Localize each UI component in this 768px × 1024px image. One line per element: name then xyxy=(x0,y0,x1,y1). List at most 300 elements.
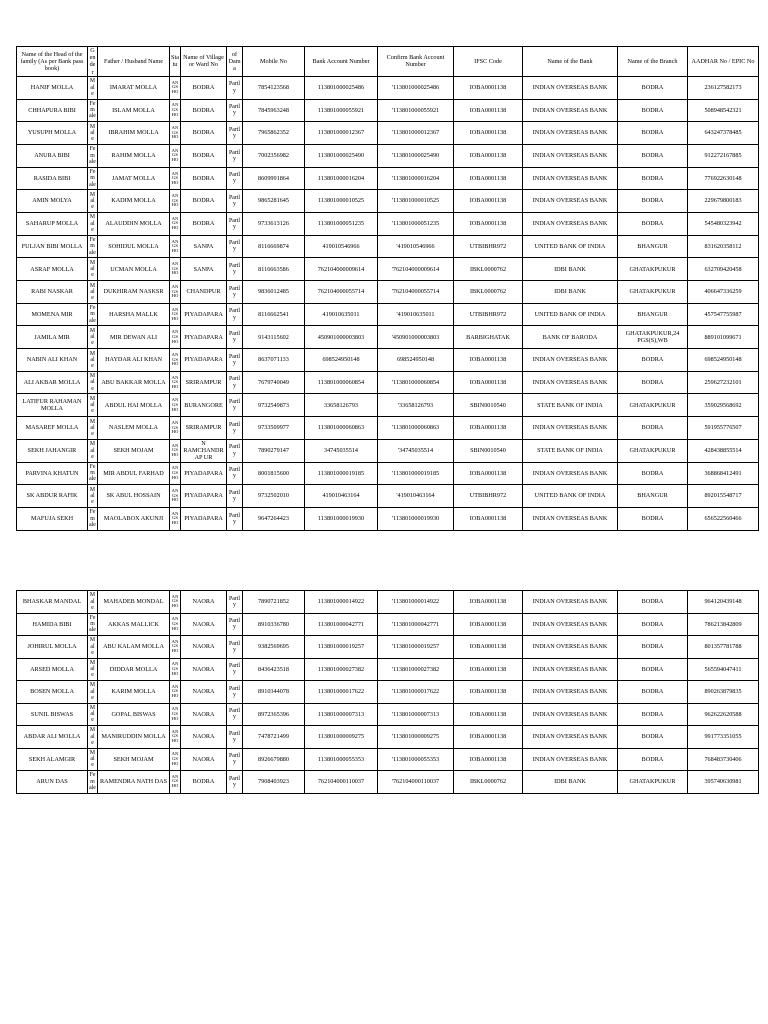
cell-mobile: 9836012485 xyxy=(243,281,305,304)
cell-name: MAFUJA SEKH xyxy=(17,507,88,530)
cell-village: PIYADAPARA xyxy=(181,326,227,349)
cell-gender: Fem ale xyxy=(88,613,98,636)
table-row xyxy=(17,771,759,794)
cell-branch: BODRA xyxy=(618,417,688,440)
cell-account: 419010635011 xyxy=(305,303,378,326)
table-row xyxy=(17,167,759,190)
cell-confirm-account: '762104000009614 xyxy=(378,258,454,281)
cell-aadhar: 962622620588 xyxy=(688,703,759,726)
cell-account: 113801000012367 xyxy=(305,122,378,145)
cell-branch: BODRA xyxy=(618,591,688,614)
cell-branch: BODRA xyxy=(618,507,688,530)
cell-aadhar: 786213842809 xyxy=(688,613,759,636)
cell-status: AN GS HO xyxy=(170,99,181,122)
cell-ifsc: IOBA0001138 xyxy=(454,371,523,394)
cell-branch: BODRA xyxy=(618,99,688,122)
cell-confirm-account: '113801000025490 xyxy=(378,144,454,167)
cell-gender: Mal e xyxy=(88,417,98,440)
cell-damage: Partly xyxy=(227,144,243,167)
cell-mobile: 7890721852 xyxy=(243,591,305,614)
cell-aadhar: 236127582173 xyxy=(688,76,759,99)
cell-bank: INDIAN OVERSEAS BANK xyxy=(523,167,618,190)
cell-account: 113801000055921 xyxy=(305,99,378,122)
cell-ifsc: IBKL0000762 xyxy=(454,258,523,281)
cell-confirm-account: '113801000027382 xyxy=(378,658,454,681)
cell-father: MIR DEWAN ALI xyxy=(98,326,170,349)
col-header-account: Bank Account Number xyxy=(305,47,378,77)
cell-father: AKKAS MALLICK xyxy=(98,613,170,636)
cell-confirm-account: '113801000017622 xyxy=(378,681,454,704)
cell-aadhar: 890263879835 xyxy=(688,681,759,704)
cell-mobile: 7679740049 xyxy=(243,371,305,394)
cell-confirm-account: '113801000025486 xyxy=(378,76,454,99)
cell-mobile: 8609991864 xyxy=(243,167,305,190)
cell-village: BODRA xyxy=(181,771,227,794)
table-row xyxy=(17,144,759,167)
cell-status: AN GS HO xyxy=(170,507,181,530)
cell-bank: INDIAN OVERSEAS BANK xyxy=(523,144,618,167)
cell-damage: Partly xyxy=(227,462,243,485)
cell-ifsc: UTBIBHR972 xyxy=(454,235,523,258)
cell-father: GOPAL BISWAS xyxy=(98,703,170,726)
cell-damage: Partly xyxy=(227,349,243,372)
cell-village: NAORA xyxy=(181,613,227,636)
cell-bank: UNITED BANK OF INDIA xyxy=(523,235,618,258)
cell-damage: Partly xyxy=(227,371,243,394)
table-row xyxy=(17,258,759,281)
cell-damage: Partly xyxy=(227,771,243,794)
cell-confirm-account: '33658126793 xyxy=(378,394,454,417)
cell-father: MIR ABDUL FARHAD xyxy=(98,462,170,485)
beneficiary-table-bottom xyxy=(16,590,759,794)
cell-damage: Partly xyxy=(227,726,243,749)
cell-father: KADIM MOLLA xyxy=(98,190,170,213)
cell-damage: Partly xyxy=(227,636,243,659)
cell-branch: BODRA xyxy=(618,144,688,167)
cell-gender: Fem ale xyxy=(88,144,98,167)
cell-gender: Fem ale xyxy=(88,462,98,485)
cell-mobile: 7890279147 xyxy=(243,439,305,462)
cell-aadhar: 368868412491 xyxy=(688,462,759,485)
cell-confirm-account: '113801000012367 xyxy=(378,122,454,145)
cell-gender: Fem ale xyxy=(88,235,98,258)
cell-aadhar: 428438855514 xyxy=(688,439,759,462)
cell-aadhar: 395740630981 xyxy=(688,771,759,794)
cell-father: SEKH MOJAM xyxy=(98,439,170,462)
cell-ifsc: IOBA0001138 xyxy=(454,122,523,145)
cell-bank: INDIAN OVERSEAS BANK xyxy=(523,99,618,122)
cell-confirm-account: '419010546966 xyxy=(378,235,454,258)
cell-mobile: 7478721499 xyxy=(243,726,305,749)
cell-branch: GHATAKPUKUR xyxy=(618,258,688,281)
cell-confirm-account: '113801000019185 xyxy=(378,462,454,485)
cell-damage: Partly xyxy=(227,703,243,726)
cell-mobile: 9733509977 xyxy=(243,417,305,440)
cell-aadhar: 457547755987 xyxy=(688,303,759,326)
cell-account: 113801000014922 xyxy=(305,591,378,614)
col-header-confirm-account: Confirm Bank Account Number xyxy=(378,47,454,77)
cell-aadhar: 831620358112 xyxy=(688,235,759,258)
cell-damage: Partly xyxy=(227,591,243,614)
cell-bank: INDIAN OVERSEAS BANK xyxy=(523,591,618,614)
cell-damage: Partly xyxy=(227,326,243,349)
cell-gender: Mal e xyxy=(88,212,98,235)
cell-mobile: 8910344078 xyxy=(243,681,305,704)
cell-gender: Fem ale xyxy=(88,99,98,122)
cell-bank: INDIAN OVERSEAS BANK xyxy=(523,636,618,659)
cell-status: AN GS HO xyxy=(170,281,181,304)
cell-branch: BODRA xyxy=(618,76,688,99)
cell-ifsc: IOBA0001138 xyxy=(454,507,523,530)
cell-gender: Fem ale xyxy=(88,771,98,794)
cell-confirm-account: '113801000019930 xyxy=(378,507,454,530)
cell-account: 113801000027382 xyxy=(305,658,378,681)
cell-branch: BODRA xyxy=(618,703,688,726)
cell-name: SUNIL BISWAS xyxy=(17,703,88,726)
cell-damage: Partly xyxy=(227,485,243,508)
cell-name: PARVINA KHATUN xyxy=(17,462,88,485)
table-row xyxy=(17,748,759,771)
cell-gender: Mal e xyxy=(88,190,98,213)
header-row xyxy=(17,47,759,77)
cell-branch: BODRA xyxy=(618,167,688,190)
cell-village: BURANGORE xyxy=(181,394,227,417)
cell-account: 450901000003803 xyxy=(305,326,378,349)
table-row xyxy=(17,371,759,394)
cell-mobile: 7965862352 xyxy=(243,122,305,145)
cell-mobile: 9382569695 xyxy=(243,636,305,659)
cell-bank: INDIAN OVERSEAS BANK xyxy=(523,349,618,372)
cell-damage: Partly xyxy=(227,258,243,281)
table-row xyxy=(17,303,759,326)
cell-aadhar: 801357781788 xyxy=(688,636,759,659)
cell-father: MANIRUDDIN MOLLA xyxy=(98,726,170,749)
cell-confirm-account: '113801000007313 xyxy=(378,703,454,726)
cell-village: PIYADAPARA xyxy=(181,303,227,326)
cell-mobile: 9732502010 xyxy=(243,485,305,508)
cell-account: 698524950148 xyxy=(305,349,378,372)
cell-status: AN GS HO xyxy=(170,417,181,440)
cell-name: AMIN MOLYA xyxy=(17,190,88,213)
cell-aadhar: 359029568692 xyxy=(688,394,759,417)
cell-status: AN GS HO xyxy=(170,235,181,258)
cell-account: 419010463164 xyxy=(305,485,378,508)
cell-father: MAHADEB MONDAL xyxy=(98,591,170,614)
cell-bank: BANK OF BARODA xyxy=(523,326,618,349)
cell-village: BODRA xyxy=(181,76,227,99)
cell-bank: INDIAN OVERSEAS BANK xyxy=(523,417,618,440)
cell-account: 113801000010525 xyxy=(305,190,378,213)
cell-gender: Mal e xyxy=(88,681,98,704)
cell-ifsc: IOBA0001138 xyxy=(454,636,523,659)
cell-branch: BODRA xyxy=(618,371,688,394)
table-body-bottom xyxy=(17,591,759,794)
cell-damage: Partly xyxy=(227,681,243,704)
cell-name: RASIDA BIBI xyxy=(17,167,88,190)
cell-status: AN GS HO xyxy=(170,258,181,281)
cell-account: 113801000025490 xyxy=(305,144,378,167)
cell-aadhar: 632709420458 xyxy=(688,258,759,281)
cell-bank: INDIAN OVERSEAS BANK xyxy=(523,190,618,213)
cell-village: CHANDPUR xyxy=(181,281,227,304)
cell-father: JAMAT MOLLA xyxy=(98,167,170,190)
cell-branch: BODRA xyxy=(618,212,688,235)
cell-status: AN GS HO xyxy=(170,636,181,659)
cell-confirm-account: '113801000010525 xyxy=(378,190,454,213)
cell-damage: Partly xyxy=(227,417,243,440)
cell-bank: INDIAN OVERSEAS BANK xyxy=(523,212,618,235)
cell-branch: GHATAKPUKUR xyxy=(618,439,688,462)
table-row xyxy=(17,349,759,372)
cell-ifsc: IOBA0001138 xyxy=(454,76,523,99)
cell-branch: BODRA xyxy=(618,681,688,704)
cell-village: BODRA xyxy=(181,167,227,190)
cell-father: ALAUDDIN MOLLA xyxy=(98,212,170,235)
cell-status: AN GS HO xyxy=(170,394,181,417)
table-row xyxy=(17,658,759,681)
cell-village: BODRA xyxy=(181,122,227,145)
table-row xyxy=(17,394,759,417)
cell-mobile: 8926679880 xyxy=(243,748,305,771)
cell-bank: STATE BANK OF INDIA xyxy=(523,394,618,417)
cell-gender: Mal e xyxy=(88,371,98,394)
col-header-mobile: Mobile No xyxy=(243,47,305,77)
cell-branch: GHATAKPUKUR xyxy=(618,771,688,794)
cell-status: AN GS HO xyxy=(170,591,181,614)
cell-gender: Mal e xyxy=(88,76,98,99)
cell-bank: INDIAN OVERSEAS BANK xyxy=(523,658,618,681)
cell-mobile: 9732549873 xyxy=(243,394,305,417)
col-header-ifsc: IFSC Code xyxy=(454,47,523,77)
cell-confirm-account: '113801000060863 xyxy=(378,417,454,440)
table-body-top xyxy=(17,76,759,530)
cell-mobile: 8116662541 xyxy=(243,303,305,326)
cell-account: 33658126793 xyxy=(305,394,378,417)
cell-status: AN GS HO xyxy=(170,681,181,704)
cell-confirm-account: '113801000060854 xyxy=(378,371,454,394)
cell-mobile: 8116663586 xyxy=(243,258,305,281)
cell-aadhar: 776922630148 xyxy=(688,167,759,190)
cell-ifsc: IOBA0001138 xyxy=(454,462,523,485)
col-header-branch: Name of the Branch xyxy=(618,47,688,77)
cell-aadhar: 912272167885 xyxy=(688,144,759,167)
cell-ifsc: IOBA0001138 xyxy=(454,349,523,372)
cell-village: BODRA xyxy=(181,144,227,167)
cell-name: JAMILA MIR xyxy=(17,326,88,349)
cell-father: KARIM MOLLA xyxy=(98,681,170,704)
cell-ifsc: IBKL0000762 xyxy=(454,281,523,304)
cell-gender: Mal e xyxy=(88,258,98,281)
cell-name: MOMENA MIR xyxy=(17,303,88,326)
cell-confirm-account: '113801000009275 xyxy=(378,726,454,749)
cell-ifsc: IOBA0001138 xyxy=(454,417,523,440)
cell-aadhar: 545480323942 xyxy=(688,212,759,235)
cell-name: SAHARUP MOLLA xyxy=(17,212,88,235)
cell-gender: Mal e xyxy=(88,748,98,771)
cell-confirm-account: '113801000016204 xyxy=(378,167,454,190)
cell-confirm-account: '113801000042771 xyxy=(378,613,454,636)
cell-gender: Fem ale xyxy=(88,167,98,190)
cell-status: AN GS HO xyxy=(170,76,181,99)
cell-branch: BODRA xyxy=(618,462,688,485)
table-row xyxy=(17,703,759,726)
cell-bank: INDIAN OVERSEAS BANK xyxy=(523,613,618,636)
cell-gender: Mal e xyxy=(88,726,98,749)
cell-status: AN GS HO xyxy=(170,613,181,636)
cell-village: NAORA xyxy=(181,658,227,681)
cell-confirm-account: 698524950148 xyxy=(378,349,454,372)
cell-branch: BODRA xyxy=(618,726,688,749)
cell-status: AN GS HO xyxy=(170,167,181,190)
cell-aadhar: 229679800183 xyxy=(688,190,759,213)
cell-bank: UNITED BANK OF INDIA xyxy=(523,303,618,326)
cell-aadhar: 892015548717 xyxy=(688,485,759,508)
cell-gender: Mal e xyxy=(88,658,98,681)
cell-damage: Partly xyxy=(227,212,243,235)
cell-father: ISLAM MOLLA xyxy=(98,99,170,122)
cell-name: BHASKAR MANDAL xyxy=(17,591,88,614)
cell-gender: Mal e xyxy=(88,349,98,372)
cell-confirm-account: '113801000051235 xyxy=(378,212,454,235)
cell-village: SANPA xyxy=(181,258,227,281)
cell-mobile: 7854123568 xyxy=(243,76,305,99)
cell-name: ARUN DAS xyxy=(17,771,88,794)
cell-status: AN GS HO xyxy=(170,371,181,394)
cell-village: NAORA xyxy=(181,591,227,614)
cell-status: AN GS HO xyxy=(170,122,181,145)
cell-mobile: 8972365396 xyxy=(243,703,305,726)
cell-mobile: 9733613126 xyxy=(243,212,305,235)
cell-account: 113801000019257 xyxy=(305,636,378,659)
cell-bank: INDIAN OVERSEAS BANK xyxy=(523,726,618,749)
cell-name: SEKH ALAMGIR xyxy=(17,748,88,771)
cell-account: 113801000016204 xyxy=(305,167,378,190)
cell-confirm-account: '450901000003803 xyxy=(378,326,454,349)
cell-damage: Partly xyxy=(227,76,243,99)
table-row xyxy=(17,122,759,145)
cell-mobile: 9143115602 xyxy=(243,326,305,349)
cell-name: MASAREF MOLLA xyxy=(17,417,88,440)
cell-branch: BODRA xyxy=(618,748,688,771)
cell-village: SRIRAMPUR xyxy=(181,417,227,440)
cell-branch: BHANGUR xyxy=(618,235,688,258)
cell-name: ASRAF MOLLA xyxy=(17,258,88,281)
cell-ifsc: IOBA0001138 xyxy=(454,681,523,704)
cell-mobile: 8436423518 xyxy=(243,658,305,681)
cell-name: HAMIDA BIBI xyxy=(17,613,88,636)
cell-aadhar: 406647336259 xyxy=(688,281,759,304)
cell-gender: Mal e xyxy=(88,394,98,417)
cell-bank: INDIAN OVERSEAS BANK xyxy=(523,462,618,485)
cell-status: AN GS HO xyxy=(170,658,181,681)
cell-ifsc: IOBA0001138 xyxy=(454,591,523,614)
cell-father: ABU KALAM MOLLA xyxy=(98,636,170,659)
cell-branch: BHANGUR xyxy=(618,485,688,508)
cell-damage: Partly xyxy=(227,167,243,190)
cell-father: RAHIM MOLLA xyxy=(98,144,170,167)
table-row xyxy=(17,99,759,122)
table-row xyxy=(17,681,759,704)
cell-account: 762104000110037 xyxy=(305,771,378,794)
cell-bank: INDIAN OVERSEAS BANK xyxy=(523,76,618,99)
cell-village: PIYADAPARA xyxy=(181,507,227,530)
cell-father: HAYDAR ALI KHAN xyxy=(98,349,170,372)
cell-bank: UNITED BANK OF INDIA xyxy=(523,485,618,508)
cell-father: IMARAT MOLLA xyxy=(98,76,170,99)
cell-aadhar: 991773351055 xyxy=(688,726,759,749)
cell-village: NAORA xyxy=(181,636,227,659)
col-header-father: Father / Husband Name xyxy=(98,47,170,77)
cell-mobile: 8116669874 xyxy=(243,235,305,258)
cell-account: 113801000007313 xyxy=(305,703,378,726)
cell-ifsc: UTBIBHR972 xyxy=(454,485,523,508)
cell-father: SK ABUL HOSSAIN xyxy=(98,485,170,508)
cell-father: IBRAHIM MOLLA xyxy=(98,122,170,145)
cell-account: 113801000025486 xyxy=(305,76,378,99)
cell-gender: Mal e xyxy=(88,485,98,508)
cell-status: AN GS HO xyxy=(170,303,181,326)
cell-branch: BODRA xyxy=(618,636,688,659)
cell-branch: BODRA xyxy=(618,658,688,681)
cell-bank: INDIAN OVERSEAS BANK xyxy=(523,748,618,771)
cell-branch: GHATAKPUKUR,24 PGS(S),WB xyxy=(618,326,688,349)
cell-name: CHHAPURA BIBI xyxy=(17,99,88,122)
table-row xyxy=(17,212,759,235)
cell-account: 113801000055353 xyxy=(305,748,378,771)
cell-aadhar: 656522560466 xyxy=(688,507,759,530)
cell-village: NAORA xyxy=(181,748,227,771)
cell-name: YUSUPH MOLLA xyxy=(17,122,88,145)
cell-ifsc: IOBA0001138 xyxy=(454,613,523,636)
cell-account: 113801000017622 xyxy=(305,681,378,704)
cell-village: PIYADAPARA xyxy=(181,485,227,508)
cell-account: 113801000019185 xyxy=(305,462,378,485)
cell-damage: Partly xyxy=(227,507,243,530)
cell-ifsc: IOBA0001138 xyxy=(454,703,523,726)
cell-village: PIYADAPARA xyxy=(181,462,227,485)
table-row xyxy=(17,326,759,349)
cell-account: 762104000055714 xyxy=(305,281,378,304)
cell-mobile: 8910336780 xyxy=(243,613,305,636)
cell-damage: Partly xyxy=(227,190,243,213)
cell-ifsc: IOBA0001138 xyxy=(454,212,523,235)
cell-father: HARSHA MALLK xyxy=(98,303,170,326)
cell-gender: Fem ale xyxy=(88,303,98,326)
table-row xyxy=(17,636,759,659)
col-header-aadhar: AADHAR No / EPIC No xyxy=(688,47,759,77)
cell-status: AN GS HO xyxy=(170,212,181,235)
cell-aadhar: 964120439148 xyxy=(688,591,759,614)
cell-bank: INDIAN OVERSEAS BANK xyxy=(523,507,618,530)
cell-name: LATIFUR RAHAMAN MOLLA xyxy=(17,394,88,417)
cell-account: 113801000051235 xyxy=(305,212,378,235)
cell-damage: Partly xyxy=(227,439,243,462)
cell-account: 113801000060854 xyxy=(305,371,378,394)
cell-father: SEKH MOJAM xyxy=(98,748,170,771)
cell-status: AN GS HO xyxy=(170,771,181,794)
cell-name: BOSEN MOLLA xyxy=(17,681,88,704)
cell-damage: Partly xyxy=(227,303,243,326)
table-row xyxy=(17,591,759,614)
cell-gender: Mal e xyxy=(88,326,98,349)
col-header-gender: Gen der xyxy=(88,47,98,77)
cell-ifsc: IOBA0001138 xyxy=(454,748,523,771)
cell-mobile: 7908403923 xyxy=(243,771,305,794)
cell-father: ABU BAKKAR MOLLA xyxy=(98,371,170,394)
cell-name: HANIF MOLLA xyxy=(17,76,88,99)
cell-village: BODRA xyxy=(181,212,227,235)
cell-father: RAMENDRA NATH DAS xyxy=(98,771,170,794)
